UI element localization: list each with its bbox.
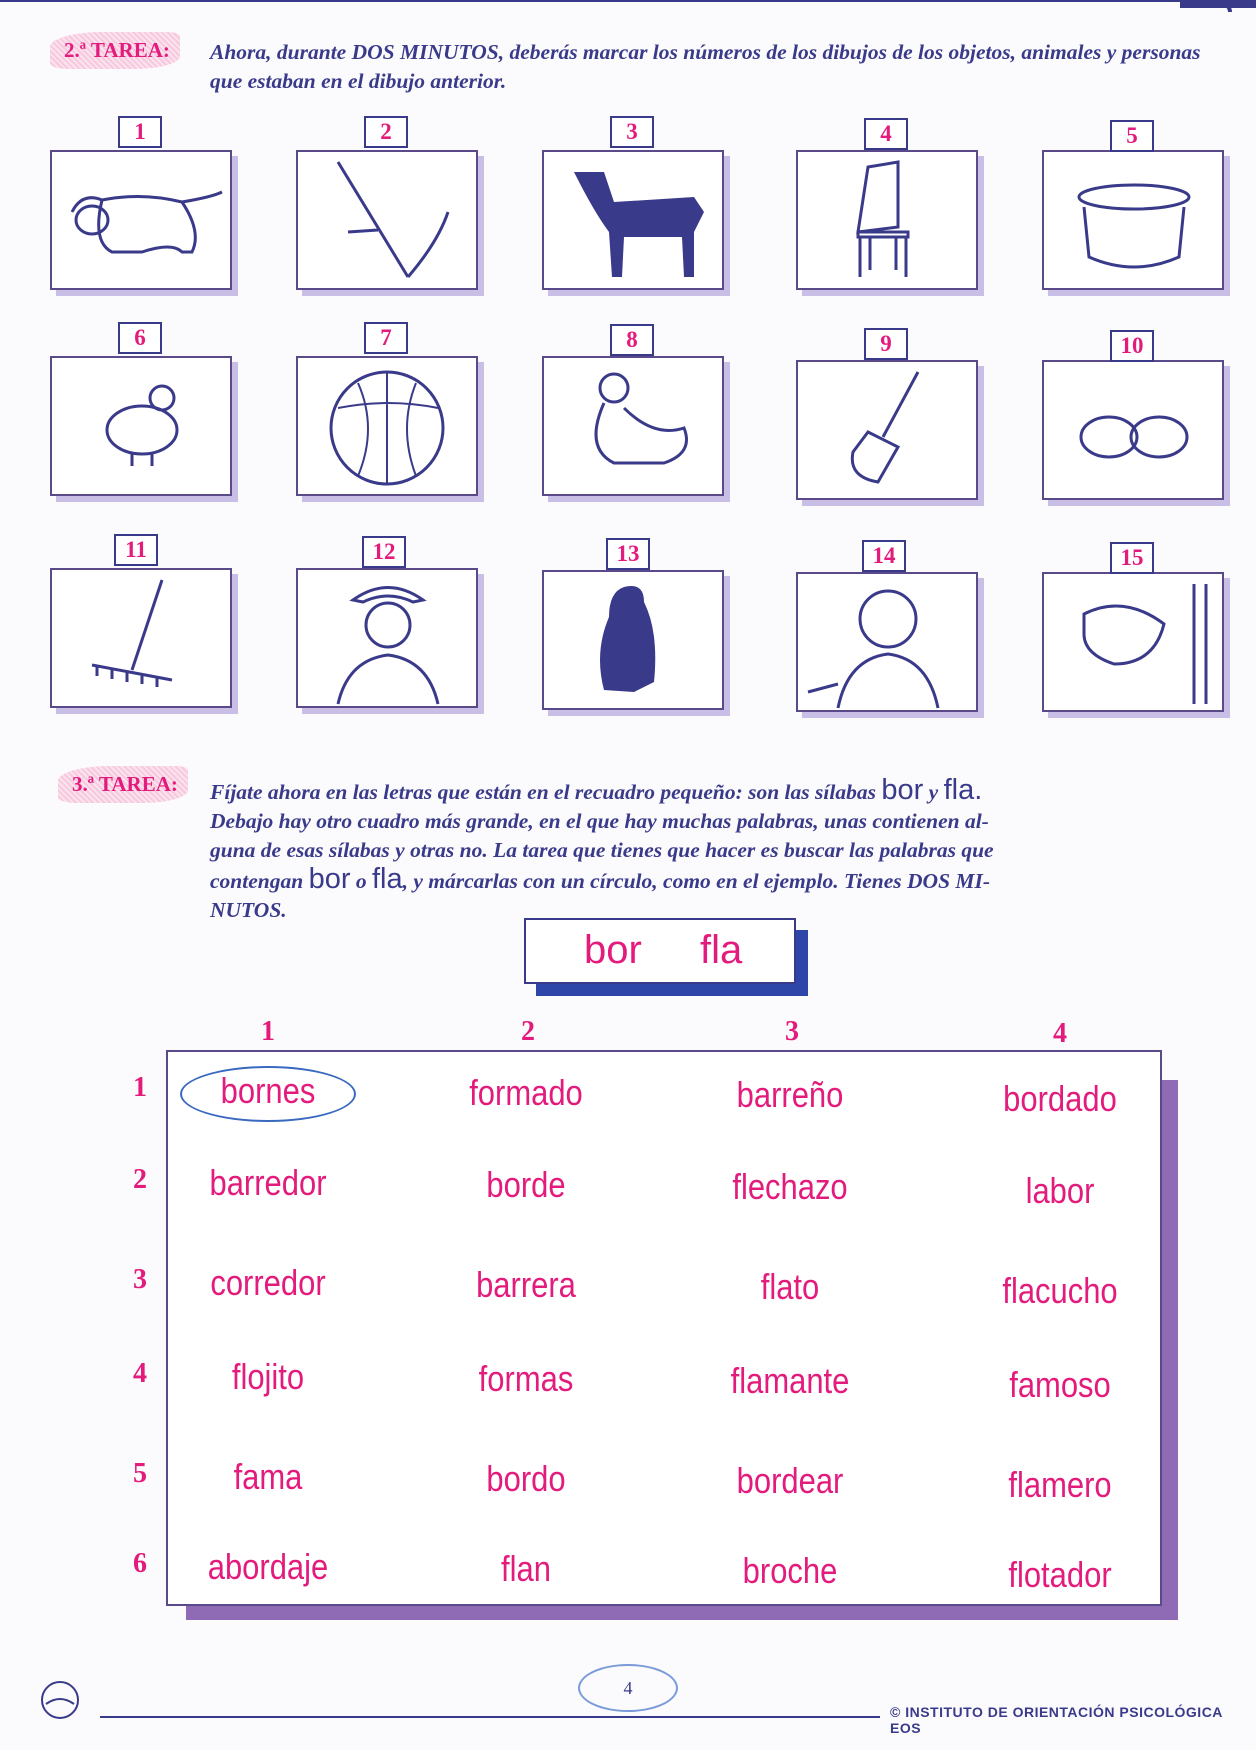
picture-number: 7	[364, 322, 408, 354]
pig-icon	[1044, 574, 1222, 710]
picture-14[interactable]	[796, 572, 978, 712]
word-cell[interactable]: barreño	[736, 1074, 844, 1115]
syllable-inline: fla	[371, 863, 403, 895]
column-number: 4	[1053, 1018, 1067, 1049]
word-cell[interactable]: flacucho	[1002, 1270, 1118, 1311]
picture-5[interactable]	[1042, 150, 1224, 290]
picture-number: 14	[862, 540, 906, 572]
task3-line: Debajo hay otro cuadro más grande, en el que hay muchas palabras, unas contienen al-	[210, 809, 989, 833]
word-cell[interactable]: bordo	[486, 1458, 566, 1499]
goat-icon	[544, 152, 722, 288]
word-cell[interactable]: fama	[233, 1456, 303, 1497]
word-grid	[166, 1050, 1162, 1606]
picture-number: 5	[1110, 120, 1154, 152]
word-cell[interactable]: formas	[478, 1358, 574, 1399]
girl-icon	[798, 574, 976, 710]
picture-12[interactable]	[296, 568, 478, 708]
task3-line: contengan	[210, 869, 304, 893]
footer-copyright: © INSTITUTO DE ORIENTACIÓN PSICOLÓGICA EOS	[890, 1704, 1223, 1736]
word-cell[interactable]: flato	[760, 1266, 820, 1307]
syllable-inline: bor	[308, 863, 351, 895]
task2-label: 2.ª TAREA:	[50, 32, 180, 69]
word-cell[interactable]: bordear	[736, 1460, 844, 1501]
rake-icon	[52, 570, 230, 706]
picture-number: 4	[864, 118, 908, 150]
syllable-box	[524, 918, 796, 984]
row-number: 5	[133, 1458, 147, 1489]
duck-icon	[544, 358, 722, 494]
word-cell[interactable]: barredor	[209, 1162, 327, 1203]
picture-6[interactable]	[50, 356, 232, 496]
task3-line: guna de esas sílabas y otras no. La tarea que tienes que hacer es buscar las palabras que	[210, 838, 994, 862]
syllable-inline: bor	[881, 774, 924, 806]
cat-icon	[52, 152, 230, 288]
syllable-inline: fla.	[943, 774, 983, 806]
word-cell[interactable]: flechazo	[732, 1166, 848, 1207]
picture-number: 2	[364, 116, 408, 148]
picture-number: 3	[610, 116, 654, 148]
picture-8[interactable]	[542, 356, 724, 496]
picture-4[interactable]	[796, 150, 978, 290]
picture-3[interactable]	[542, 150, 724, 290]
picture-7[interactable]	[296, 356, 478, 496]
task3-label: 3.ª TAREA:	[58, 766, 188, 803]
picture-number: 15	[1110, 542, 1154, 574]
row-number: 2	[133, 1164, 147, 1195]
word-cell[interactable]: borde	[486, 1164, 566, 1205]
picture-number: 11	[114, 534, 158, 566]
penguin-icon	[544, 572, 722, 708]
word-cell[interactable]: barrera	[476, 1264, 576, 1305]
word-cell[interactable]: abordaje	[207, 1546, 329, 1587]
picture-1[interactable]	[50, 150, 232, 290]
scythe-icon	[298, 152, 476, 288]
word-cell[interactable]: corredor	[210, 1262, 326, 1303]
chick-icon	[52, 358, 230, 494]
row-number: 4	[133, 1358, 147, 1389]
column-number: 1	[261, 1016, 275, 1047]
task3-text	[210, 776, 1210, 925]
task3-line: NUTOS.	[210, 898, 287, 922]
task3-word: o	[355, 869, 367, 893]
column-number: 2	[521, 1016, 535, 1047]
pot-icon	[1044, 152, 1222, 288]
eos-logo-icon	[40, 1680, 80, 1720]
picture-10[interactable]	[1042, 360, 1224, 500]
task3-line: Fíjate ahora en las letras que están en el recuadro pequeño: son las sílabas	[210, 780, 876, 804]
picture-number: 9	[864, 328, 908, 360]
word-cell[interactable]: broche	[742, 1550, 838, 1591]
syllable-bor: bor	[584, 928, 642, 972]
row-number: 6	[133, 1548, 147, 1579]
word-cell[interactable]: flojito	[231, 1356, 305, 1397]
piglets-icon	[1044, 362, 1222, 498]
task3-word: y	[928, 780, 939, 804]
chair-icon	[798, 152, 976, 288]
picture-2[interactable]	[296, 150, 478, 290]
picture-15[interactable]	[1042, 572, 1224, 712]
picture-number: 13	[606, 538, 650, 570]
row-number: 3	[133, 1264, 147, 1295]
footer-rule	[100, 1716, 880, 1718]
word-cell[interactable]: formado	[469, 1072, 583, 1113]
picture-number: 6	[118, 322, 162, 354]
word-cell[interactable]: flotador	[1008, 1554, 1112, 1595]
task3-line: , y márcarlas con un círculo, como en el ejemplo. Tienes DOS MI-	[402, 869, 991, 893]
picture-13[interactable]	[542, 570, 724, 710]
word-cell[interactable]: flan	[501, 1548, 551, 1589]
word-cell[interactable]: bordado	[1003, 1078, 1117, 1119]
picture-number: 1	[118, 116, 162, 148]
word-cell[interactable]: labor	[1025, 1170, 1095, 1211]
picture-number: 8	[610, 324, 654, 356]
word-cell[interactable]: flamante	[730, 1360, 850, 1401]
column-number: 3	[785, 1016, 799, 1047]
word-cell[interactable]: famoso	[1009, 1364, 1111, 1405]
shovel-icon	[798, 362, 976, 498]
row-number: 1	[133, 1072, 147, 1103]
task2-text: Ahora, durante DOS MINUTOS, deberás marcar los números de los dibujos de los objetos, animales y personas que estaban en el dibujo anterior.	[210, 40, 1201, 93]
syllable-fla: fla	[700, 928, 743, 972]
ball-icon	[298, 358, 476, 494]
word-cell[interactable]: flamero	[1008, 1464, 1112, 1505]
picture-number: 10	[1110, 330, 1154, 362]
picture-9[interactable]	[796, 360, 978, 500]
farmer-icon	[298, 570, 476, 706]
picture-11[interactable]	[50, 568, 232, 708]
picture-number: 12	[362, 536, 406, 568]
top-border	[0, 0, 1256, 12]
word-cell[interactable]: bornes	[220, 1070, 316, 1111]
page-number: 4	[578, 1664, 678, 1712]
